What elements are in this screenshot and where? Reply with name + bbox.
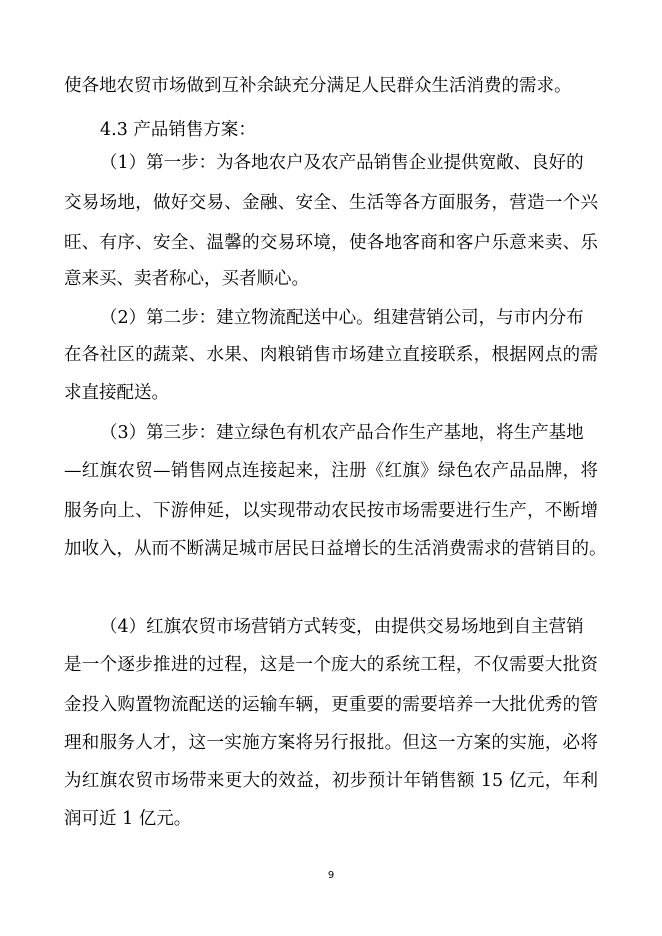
paragraph-line: 服务向上、下游伸延，以实现带动农民按市场需要进行生产，不断增 bbox=[64, 501, 598, 521]
paragraph-line: 旺、有序、安全、温馨的交易环境，使各地客商和客户乐意来卖、乐 bbox=[64, 233, 598, 253]
section-heading: 4.3 产品销售方案： bbox=[100, 120, 256, 140]
paragraph-line: 理和服务人才，这一实施方案将另行报批。但这一方案的实施，必将 bbox=[64, 733, 598, 753]
paragraph-line: —红旗农贸—销售网点连接起来，注册《红旗》绿色农产品品牌，将 bbox=[64, 461, 598, 481]
paragraph-line: （4）红旗农贸市场营销方式转变，由提供交易场地到自主营销 bbox=[100, 617, 584, 637]
paragraph-line: 是一个逐步推进的过程，这是一个庞大的系统工程，不仅需要大批资 bbox=[64, 655, 598, 675]
paragraph-line: 使各地农贸市场做到互补余缺充分满足人民群众生活消费的需求。 bbox=[64, 76, 572, 96]
paragraph-line: 在各社区的蔬菜、水果、肉粮销售市场建立直接联系，根据网点的需 bbox=[64, 345, 598, 365]
paragraph-line: （3）第三步：建立绿色有机农产品合作生产基地，将生产基地 bbox=[100, 423, 584, 443]
paragraph-line: 加收入，从而不断满足城市居民日益增长的生活消费需求的营销目的。 bbox=[64, 539, 607, 559]
paragraph-line: 求直接配送。 bbox=[64, 383, 169, 403]
paragraph-line: 交易场地，做好交易、金融、安全、生活等各方面服务，营造一个兴 bbox=[64, 193, 598, 213]
paragraph-line: （1）第一步：为各地农户及农产品销售企业提供宽敞、良好的 bbox=[100, 153, 584, 173]
paragraph-line: 润可近 1 亿元。 bbox=[64, 809, 192, 829]
paragraph-line: 为红旗农贸市场带来更大的效益，初步预计年销售额 15 亿元，年利 bbox=[64, 771, 598, 791]
paragraph-line: 金投入购置物流配送的运输车辆，更重要的需要培养一大批优秀的管 bbox=[64, 695, 598, 715]
page-number: 9 bbox=[327, 870, 335, 881]
paragraph-line: （2）第二步：建立物流配送中心。组建营销公司，与市内分布 bbox=[100, 308, 584, 328]
paragraph-line: 意来买、卖者称心，买者顺心。 bbox=[64, 269, 309, 289]
